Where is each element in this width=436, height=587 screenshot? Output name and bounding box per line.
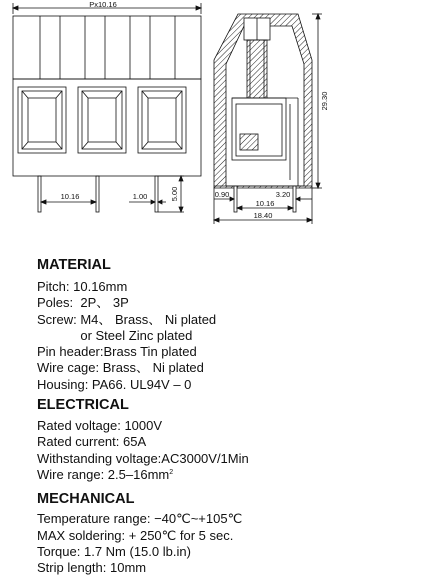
material-line: Pitch: 10.16mm xyxy=(37,279,128,294)
electrical-line: Withstanding voltage:AC3000V/1Min xyxy=(37,450,249,466)
mechanical-line: MAX soldering: + 250℃ for 5 sec. xyxy=(37,527,234,543)
pitch-bottom-label: 10.16 xyxy=(60,192,80,201)
mechanical-line: Temperature range: −40℃~+105℃ xyxy=(37,511,243,527)
wire-range-text: Wire range: 2.5–16mm xyxy=(37,466,170,482)
offset-left-label: 0.90 xyxy=(214,190,230,199)
pitch-top-label: Px10.16 xyxy=(89,0,117,9)
screw-window-1 xyxy=(18,87,66,153)
screw-window-2 xyxy=(78,87,126,153)
electrical-line: Rated current: 65A xyxy=(37,434,147,450)
material-line: Housing: PA66. UL94V – 0 xyxy=(37,376,192,392)
electrical-section xyxy=(37,396,427,483)
material-line: Poles: 2P、 3P xyxy=(37,295,129,311)
depth-label: 18.40 xyxy=(253,211,273,220)
material-line: or Steel Zinc plated xyxy=(37,327,193,343)
screw-window-3 xyxy=(138,87,186,153)
offset-right-label: 3.20 xyxy=(275,190,291,199)
wire-range-superscript: 2 xyxy=(169,468,174,476)
electrical-heading: ELECTRICAL xyxy=(37,397,129,414)
mechanical-line: Strip length: 10mm xyxy=(37,560,147,576)
height-label: 29.30 xyxy=(320,91,329,111)
pin-length-label: 5.00 xyxy=(170,186,179,202)
material-heading: MATERIAL xyxy=(37,257,111,273)
side-view xyxy=(214,14,312,212)
mechanical-heading: MECHANICAL xyxy=(37,491,135,508)
mechanical-section xyxy=(37,490,427,576)
material-line: Wire cage: Brass、 Ni plated xyxy=(37,360,204,376)
wire-range-line xyxy=(37,467,427,483)
specifications xyxy=(37,256,427,576)
material-line: Screw: M4、 Brass、 Ni plated xyxy=(37,311,217,327)
pin-spacing-label: 10.16 xyxy=(255,199,275,208)
material-line: Pin header:Brass Tin plated xyxy=(37,344,197,360)
technical-drawing xyxy=(0,0,436,232)
electrical-line: Rated voltage: 1000V xyxy=(37,418,163,434)
material-section xyxy=(37,256,427,393)
mechanical-line: Torque: 1.7 Nm (15.0 lb.in) xyxy=(37,543,191,559)
front-view xyxy=(13,3,201,212)
pin-width-label: 1.00 xyxy=(132,192,148,201)
